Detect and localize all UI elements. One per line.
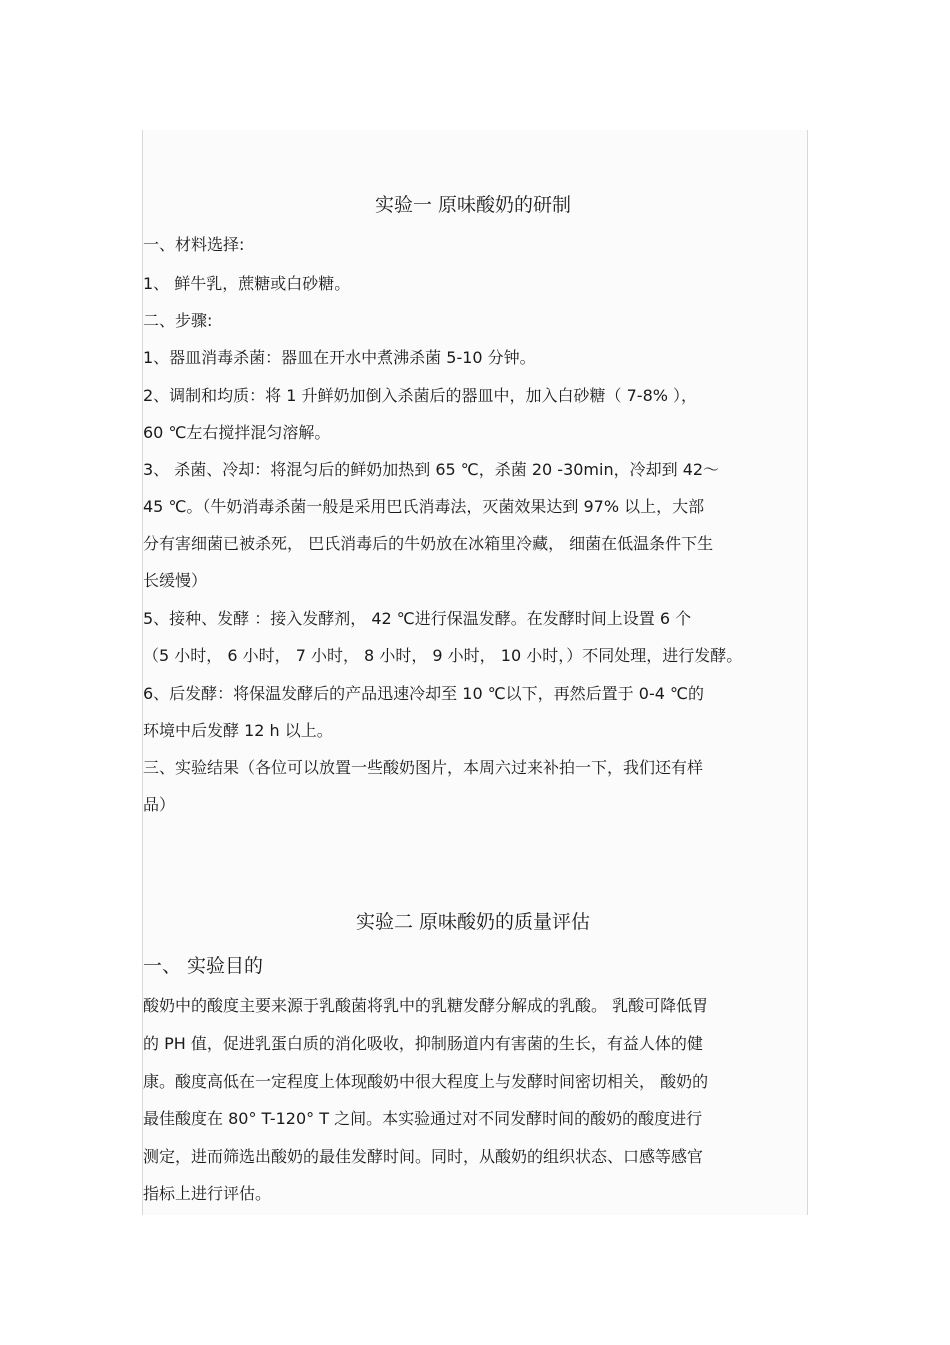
exp2-line-5: 测定，进而筛选出酸奶的最佳发酵时间。同时，从酸奶的组织状态、口感等感官 bbox=[143, 1147, 704, 1166]
exp1-line-12: （5 小时， 6 小时， 7 小时， 8 小时， 9 小时， 10 小时，）不同处理，进行发酵。 bbox=[143, 646, 743, 665]
exp1-line-8: 45 ℃。（牛奶消毒杀菌一般是采用巴氏消毒法，灭菌效果达到 97% 以上，大部 bbox=[143, 497, 705, 516]
experiment-1-title: 实验一 原味酸奶的研制 bbox=[374, 194, 572, 216]
exp2-line-3: 康。酸度高低在一定程度上体现酸奶中很大程度上与发酵时间密切相关， 酸奶的 bbox=[143, 1072, 709, 1091]
exp1-line-13: 6、后发酵：将保温发酵后的产品迅速冷却至 10 ℃以下，再然后置于 0-4 ℃的 bbox=[143, 684, 704, 703]
exp1-line-5: 2、调制和均质：将 1 升鲜奶加倒入杀菌后的器皿中，加入白砂糖（ 7-8% ）， bbox=[143, 386, 698, 405]
exp1-line-15: 三、实验结果（各位可以放置一些酸奶图片，本周六过来补拍一下，我们还有样 bbox=[143, 758, 704, 777]
exp1-line-14: 环境中后发酵 12 h 以上。 bbox=[143, 721, 333, 740]
exp1-line-4: 1、器皿消毒杀菌：器皿在开水中煮沸杀菌 5-10 分钟。 bbox=[143, 348, 536, 367]
exp1-line-16: 品） bbox=[143, 795, 176, 814]
exp2-line-2: 的 PH 值，促进乳蛋白质的消化吸收，抑制肠道内有害菌的生长，有益人体的健 bbox=[143, 1034, 703, 1053]
exp1-line-1: 一、材料选择: bbox=[143, 235, 245, 254]
exp1-line-7: 3、 杀菌、冷却：将混匀后的鲜奶加热到 65 ℃，杀菌 20 -30min，冷却到 42～ bbox=[143, 460, 720, 479]
exp1-line-6: 60 ℃左右搅拌混匀溶解。 bbox=[143, 423, 331, 442]
exp1-line-3: 二、步骤: bbox=[143, 311, 213, 330]
experiment-2-title: 实验二 原味酸奶的质量评估 bbox=[355, 911, 591, 933]
exp1-line-2: 1、 鲜牛乳，蔗糖或白砂糖。 bbox=[143, 274, 351, 293]
exp1-line-10: 长缓慢） bbox=[143, 571, 208, 590]
exp1-line-11: 5、接种、发酵 ：接入发酵剂， 42 ℃进行保温发酵。在发酵时间上设置 6 个 bbox=[143, 609, 692, 628]
exp1-line-9: 分有害细菌已被杀死， 巴氏消毒后的牛奶放在冰箱里冷藏， 细菌在低温条件下生 bbox=[143, 534, 714, 553]
exp2-line-6: 指标上进行评估。 bbox=[143, 1184, 272, 1203]
exp2-line-4: 最佳酸度在 80° T-120° T 之间。本实验通过对不同发酵时间的酸奶的酸度进行 bbox=[143, 1109, 703, 1128]
exp2-line-1: 酸奶中的酸度主要来源于乳酸菌将乳中的乳糖发酵分解成的乳酸。 乳酸可降低胃 bbox=[143, 996, 709, 1015]
exp2-section-heading: 一、 实验目的 bbox=[143, 955, 264, 977]
